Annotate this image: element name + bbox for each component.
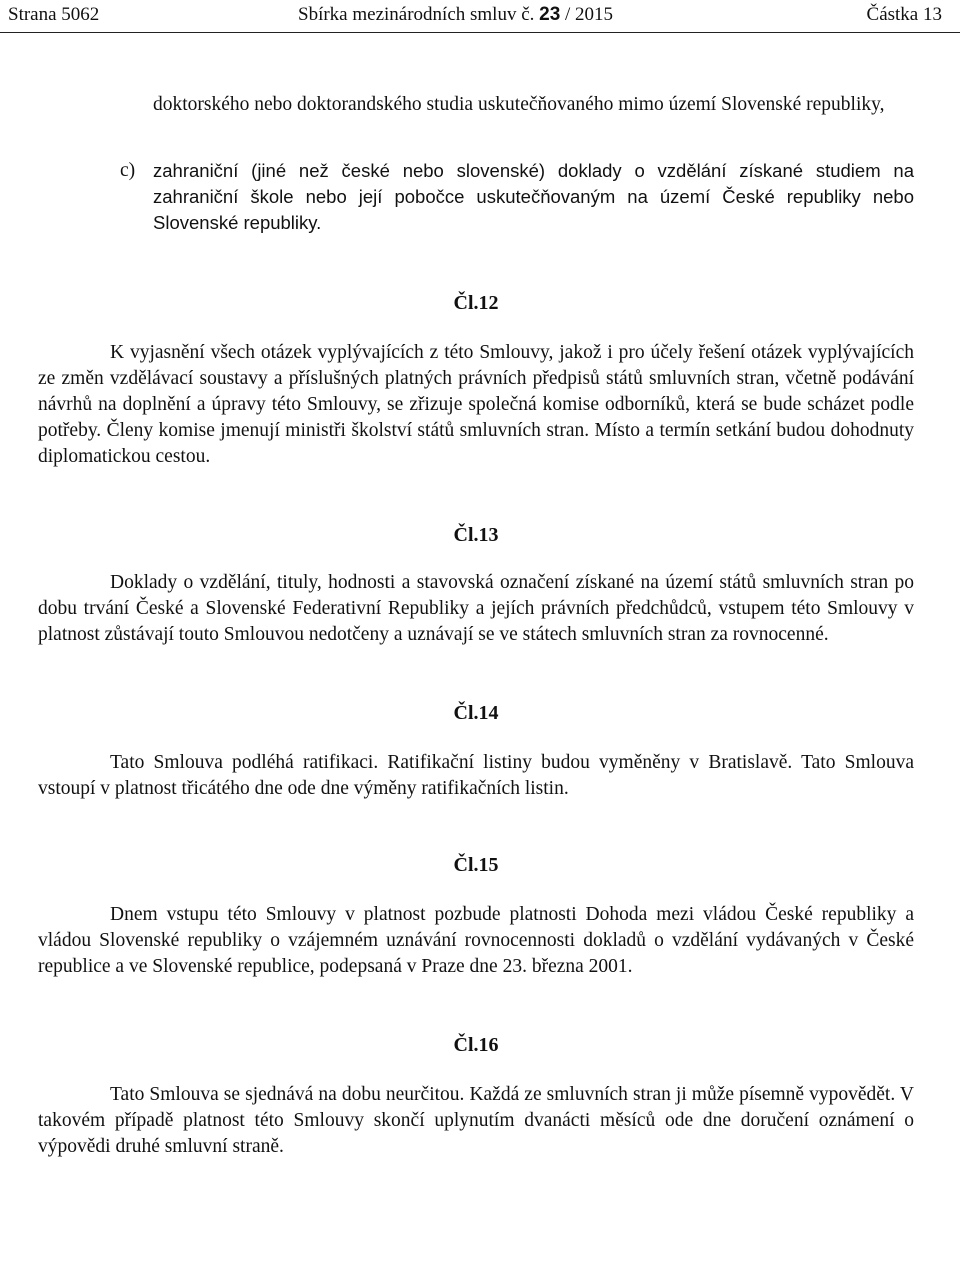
article-16-text: Tato Smlouva se sjednává na dobu neurčitou. Každá ze smluvních stran ji může písemně vypovědět. V takovém případě platnost této Smlouvy skončí uplynutím dvanácti měsíců ode dne doručení oznámení o výpovědi druhé smluvní straně.	[38, 1084, 914, 1157]
issue-number: 23	[539, 4, 561, 25]
article-14-heading: Čl.14	[453, 702, 499, 724]
list-item-c	[120, 158, 914, 236]
article-14-text: Tato Smlouva podléhá ratifikaci. Ratifikační listiny budou vyměněny v Bratislavě. Tato Smlouva vstoupí v platnost třicátého dne ode dne výměny ratifikačních listin.	[38, 752, 914, 799]
collection-title	[298, 4, 613, 26]
document-body	[38, 92, 914, 1160]
intro-continuation: doktorského nebo doktorandského studia uskutečňovaného mimo území Slovenské republiky,	[153, 94, 885, 115]
collection-prefix: Sbírka mezinárodních smluv č.	[298, 4, 535, 25]
year-suffix: / 2015	[560, 4, 614, 25]
article-12-heading: Čl.12	[453, 292, 499, 314]
part-number: Částka 13	[866, 4, 942, 25]
article-15-heading: Čl.15	[453, 854, 499, 876]
article-15-text: Dnem vstupu této Smlouvy v platnost pozbude platnosti Dohoda mezi vládou České republiky a vládou Slovenské republiky o vzájemném uznávání rovnocennosti dokladů o vzdělání vydávaných v České republice a ve Slovenské republice, podepsaná v Praze dne 23. března 2001.	[38, 904, 914, 977]
article-13-text: Doklady o vzdělání, tituly, hodnosti a stavovská označení získané na území států smluvních stran po dobu trvání České a Slovenské Federativní Republiky a jejích právních předchůdců, vstupem této Smlouvy v platnost zůstávají touto Smlouvou nedotčeny a uznávají se ve státech smluvních stran za rovnocenné.	[38, 572, 914, 645]
list-item-text: zahraniční (jiné než české nebo slovenské) doklady o vzdělání získané studiem na zahraniční škole nebo její pobočce uskutečňovaným na území České republiky nebo Slovenské republiky.	[153, 160, 914, 233]
header-divider	[0, 32, 960, 33]
page-header	[0, 0, 960, 32]
article-12-text: K vyjasnění všech otázek vyplývajících z této Smlouvy, jakož i pro účely řešení otázek vyplývajících ze změn vzdělávací soustavy a příslušných platných právních předpisů států smluvních stran, včetně podávání návrhů na doplnění a úpravy této Smlouvy, se zřizuje společná komise odborníků, která se bude scházet podle potřeby. Členy komise jmenují ministři školství států smluvních stran. Místo a termín setkání budou dohodnuty diplomatickou cestou.	[38, 342, 914, 467]
article-16-heading: Čl.16	[453, 1034, 499, 1056]
page-number: Strana 5062	[8, 4, 100, 25]
article-13-heading: Čl.13	[453, 524, 499, 546]
list-item-marker: c)	[120, 160, 136, 181]
